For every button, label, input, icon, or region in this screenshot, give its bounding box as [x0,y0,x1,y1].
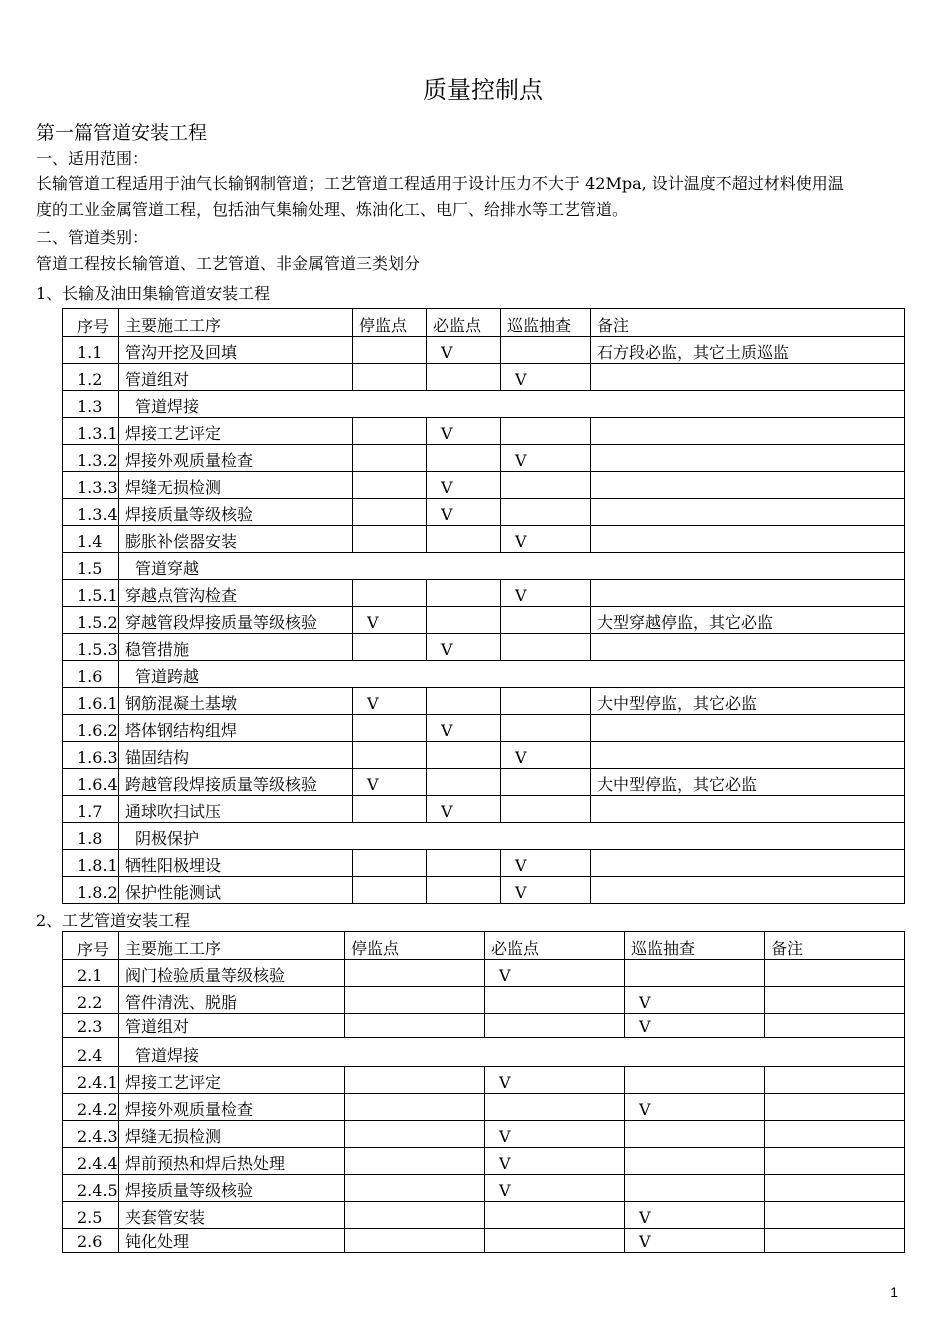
stop-point [353,580,427,607]
document-title: 质量控制点 [423,76,543,104]
patrol-check: V [501,850,591,877]
must-point: V [427,472,501,499]
patrol-check: V [625,1094,765,1121]
stop-point [353,337,427,364]
table-row [63,472,905,499]
must-point: V [427,796,501,823]
must-point: V [485,1121,625,1148]
table-row [63,499,905,526]
stop-point [353,742,427,769]
remark [591,634,905,661]
process-name: 穿越管段焊接质量等级核验 [119,607,353,634]
column-header: 停监点 [345,932,485,960]
stop-point: V [353,688,427,715]
patrol-check [625,1175,765,1202]
table-row [63,364,905,391]
stop-point [345,960,485,987]
section-title: 阴极保护 [119,823,905,850]
row-number: 1.8.2 [63,877,119,904]
process-name: 管沟开挖及回填 [119,337,353,364]
table-row [63,1121,905,1148]
stop-point [345,1014,485,1038]
remark [591,499,905,526]
row-number: 1.5.2 [63,607,119,634]
table-header-row [63,309,905,337]
row-number: 1.2 [63,364,119,391]
category-label: 二、管道类别： [36,228,149,247]
process-name: 阀门检验质量等级核验 [119,960,345,987]
must-point [427,526,501,553]
patrol-check [625,960,765,987]
row-number: 1.6.1 [63,688,119,715]
process-name: 通球吹扫试压 [119,796,353,823]
row-number: 2.3 [63,1014,119,1038]
row-number: 1.3 [63,391,119,418]
stop-point [345,1229,485,1253]
table-row [63,742,905,769]
must-point [427,364,501,391]
process-name: 稳管措施 [119,634,353,661]
remark [591,580,905,607]
patrol-check [625,1067,765,1094]
table-row [63,661,905,688]
row-number: 1.5.3 [63,634,119,661]
remark [591,472,905,499]
table-row [63,580,905,607]
column-header-text: 序号 [77,940,110,959]
table-row [63,1202,905,1229]
patrol-check: V [501,877,591,904]
patrol-check: V [625,1014,765,1038]
patrol-check [625,1121,765,1148]
section-title: 管道跨越 [119,661,905,688]
must-point [485,987,625,1014]
row-number: 2.4.3 [63,1121,119,1148]
remark [591,526,905,553]
must-point: V [485,1067,625,1094]
category-text: 管道工程按长输管道、工艺管道、非金属管道三类划分 [36,254,421,273]
remark [591,877,905,904]
remark [591,418,905,445]
remark [765,1175,905,1202]
process-name: 管道组对 [119,1014,345,1038]
column-header-text: 序号 [77,317,110,336]
column-header: 备注 [765,932,905,960]
table-row [63,391,905,418]
patrol-check [501,634,591,661]
must-point [427,742,501,769]
patrol-check [501,796,591,823]
stop-point [353,796,427,823]
scope-label: 一、适用范围： [36,149,149,168]
patrol-check [501,688,591,715]
patrol-check: V [501,445,591,472]
table-row [63,445,905,472]
stop-point [353,526,427,553]
remark [591,850,905,877]
table-row [63,823,905,850]
patrol-check: V [501,742,591,769]
process-name: 焊接外观质量检查 [119,1094,345,1121]
must-point: V [427,634,501,661]
patrol-check [501,715,591,742]
row-number: 1.6 [63,661,119,688]
section-title: 管道焊接 [119,391,905,418]
table-row [63,1229,905,1253]
column-header: 必监点 [427,309,501,337]
page-number: 1 [890,1284,898,1300]
process-name: 夹套管安装 [119,1202,345,1229]
table-row [63,607,905,634]
table-row [63,960,905,987]
table-row [63,553,905,580]
row-number: 2.4.4 [63,1148,119,1175]
must-point: V [427,715,501,742]
table-row [63,1038,905,1067]
remark [765,1229,905,1253]
stop-point [345,987,485,1014]
process-name: 保护性能测试 [119,877,353,904]
process-name: 焊接工艺评定 [119,1067,345,1094]
table2-caption: 2、工艺管道安装工程 [36,911,191,930]
table-row [63,526,905,553]
remark [765,1202,905,1229]
must-point [427,688,501,715]
patrol-check [501,418,591,445]
remark [591,742,905,769]
scope-text-line2: 度的工业金属管道工程，包括油气集输处理、炼油化工、电厂、给排水等工艺管道。 [36,200,629,219]
stop-point [353,364,427,391]
process-name: 管件清洗、脱脂 [119,987,345,1014]
patrol-check [625,1148,765,1175]
must-point: V [485,1148,625,1175]
remark: 石方段必监，其它土质巡监 [591,337,905,364]
patrol-check [501,607,591,634]
stop-point: V [353,769,427,796]
patrol-check: V [501,580,591,607]
remark [765,1067,905,1094]
must-point [485,1094,625,1121]
stop-point [345,1202,485,1229]
patrol-check [501,337,591,364]
stop-point [345,1175,485,1202]
table-row [63,337,905,364]
table-row [63,715,905,742]
section-title: 管道焊接 [119,1038,905,1067]
column-header [63,932,119,960]
stop-point [353,418,427,445]
table-row [63,634,905,661]
patrol-check: V [501,364,591,391]
column-header: 巡监抽查 [625,932,765,960]
row-number: 1.8 [63,823,119,850]
quality-table-pipeline [62,308,905,904]
column-header: 巡监抽查 [501,309,591,337]
column-header [63,309,119,337]
column-header: 主要施工工序 [119,932,345,960]
process-name: 钢筋混凝土基墩 [119,688,353,715]
table-header-row [63,932,905,960]
remark [591,445,905,472]
table-row [63,877,905,904]
row-number: 2.1 [63,960,119,987]
row-number: 2.4 [63,1038,119,1067]
remark [765,1121,905,1148]
process-name: 牺牲阳极埋设 [119,850,353,877]
row-number: 1.3.3 [63,472,119,499]
process-name: 焊缝无损检测 [119,472,353,499]
table-row [63,796,905,823]
column-header: 停监点 [353,309,427,337]
process-name: 焊接质量等级核验 [119,1175,345,1202]
process-name: 管道组对 [119,364,353,391]
table-row [63,688,905,715]
must-point [427,877,501,904]
stop-point [353,634,427,661]
stop-point [353,445,427,472]
process-name: 焊接工艺评定 [119,418,353,445]
row-number: 1.6.4 [63,769,119,796]
table-row [63,1094,905,1121]
table-row [63,1014,905,1038]
stop-point [353,715,427,742]
process-name: 焊接质量等级核验 [119,499,353,526]
scope-text-line1: 长输管道工程适用于油气长输钢制管道；工艺管道工程适用于设计压力不大于 42Mpa, 设计温度不超过材料使用温 [36,174,844,193]
patrol-check: V [625,1202,765,1229]
column-header: 主要施工工序 [119,309,353,337]
stop-point [345,1067,485,1094]
process-name: 膨胀补偿器安装 [119,526,353,553]
section-heading: 第一篇管道安装工程 [36,122,208,144]
table-row [63,769,905,796]
row-number: 2.2 [63,987,119,1014]
patrol-check: V [501,526,591,553]
stop-point [353,499,427,526]
process-name: 塔体钢结构组焊 [119,715,353,742]
remark [591,364,905,391]
must-point [427,850,501,877]
patrol-check: V [625,1229,765,1253]
row-number: 1.3.1 [63,418,119,445]
stop-point [345,1121,485,1148]
remark [591,715,905,742]
stop-point [353,472,427,499]
must-point: V [485,960,625,987]
process-name: 焊缝无损检测 [119,1121,345,1148]
row-number: 1.6.3 [63,742,119,769]
stop-point: V [353,607,427,634]
process-name: 焊接外观质量检查 [119,445,353,472]
patrol-check: V [625,987,765,1014]
column-header: 必监点 [485,932,625,960]
remark [765,1148,905,1175]
row-number: 1.4 [63,526,119,553]
must-point [485,1202,625,1229]
remark: 大型穿越停监，其它必监 [591,607,905,634]
must-point: V [427,418,501,445]
process-name: 跨越管段焊接质量等级核验 [119,769,353,796]
row-number: 2.4.1 [63,1067,119,1094]
remark [591,796,905,823]
patrol-check [501,769,591,796]
process-name: 焊前预热和焊后热处理 [119,1148,345,1175]
patrol-check [501,472,591,499]
remark [765,960,905,987]
must-point [427,445,501,472]
row-number: 1.5 [63,553,119,580]
section-title: 管道穿越 [119,553,905,580]
row-number: 2.5 [63,1202,119,1229]
row-number: 1.3.4 [63,499,119,526]
row-number: 2.6 [63,1229,119,1253]
stop-point [345,1094,485,1121]
row-number: 1.1 [63,337,119,364]
must-point: V [427,499,501,526]
row-number: 2.4.2 [63,1094,119,1121]
row-number: 1.8.1 [63,850,119,877]
row-number: 2.4.5 [63,1175,119,1202]
must-point [485,1229,625,1253]
remark [765,1014,905,1038]
column-header: 备注 [591,309,905,337]
quality-table-process [62,931,905,1253]
stop-point [353,850,427,877]
must-point [427,580,501,607]
must-point [427,607,501,634]
must-point: V [427,337,501,364]
row-number: 1.5.1 [63,580,119,607]
table-row [63,850,905,877]
stop-point [353,877,427,904]
remark: 大中型停监，其它必监 [591,688,905,715]
table1-caption: 1、长输及油田集输管道安装工程 [36,284,271,303]
must-point [485,1014,625,1038]
process-name: 钝化处理 [119,1229,345,1253]
row-number: 1.3.2 [63,445,119,472]
table-row [63,1148,905,1175]
table-row [63,1067,905,1094]
remark: 大中型停监，其它必监 [591,769,905,796]
row-number: 1.6.2 [63,715,119,742]
stop-point [345,1148,485,1175]
remark [765,1094,905,1121]
row-number: 1.7 [63,796,119,823]
patrol-check [501,499,591,526]
must-point: V [485,1175,625,1202]
process-name: 穿越点管沟检查 [119,580,353,607]
remark [765,987,905,1014]
table-row [63,1175,905,1202]
table-row [63,418,905,445]
must-point [427,769,501,796]
table-row [63,987,905,1014]
process-name: 锚固结构 [119,742,353,769]
